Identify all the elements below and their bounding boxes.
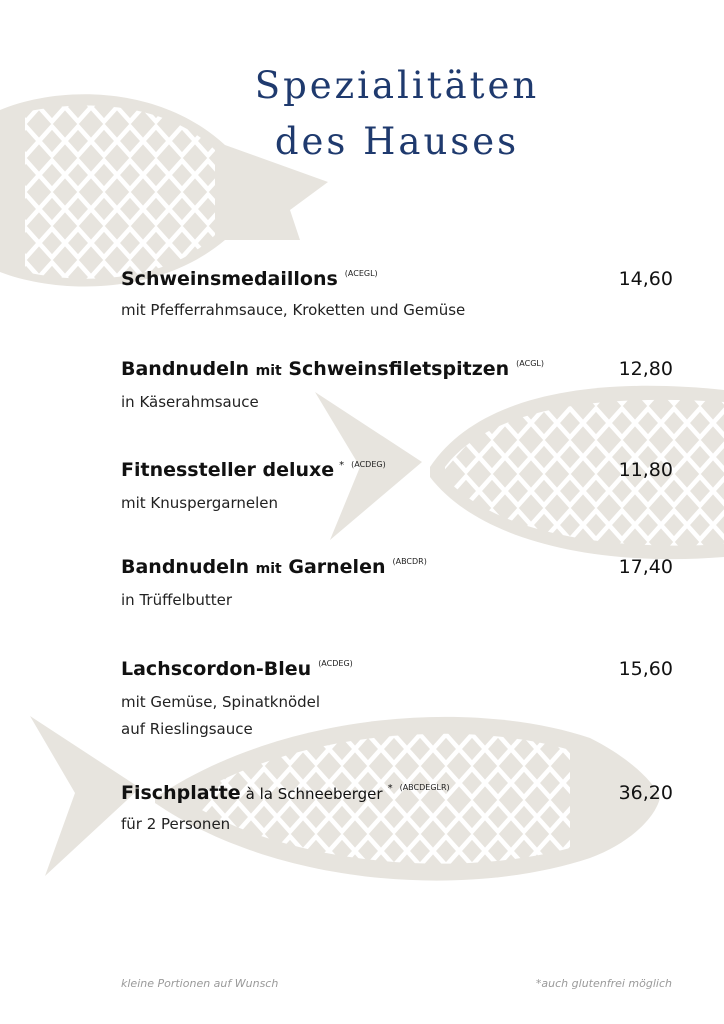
dish-description: mit Knuspergarnelen — [121, 494, 279, 512]
footer-note-glutenfree: *auch glutenfrei möglich — [535, 977, 672, 990]
allergen-codes: (ACDEG) — [351, 460, 386, 469]
footer-note-portions: kleine Portionen auf Wunsch — [121, 977, 279, 990]
dish-price: 14,60 — [618, 268, 673, 290]
dish-description: mit Gemüse, Spinatknödel — [121, 693, 321, 711]
dish-name-part: Bandnudeln — [121, 358, 250, 380]
dish-description: für 2 Personen — [121, 815, 231, 833]
dish-name: Fitnessteller deluxe — [121, 459, 335, 481]
dish-price: 15,60 — [618, 658, 673, 680]
page-title — [0, 58, 724, 170]
dish-price: 17,40 — [618, 556, 673, 578]
dish-name: Fischplatte — [121, 782, 241, 804]
dish-subtitle: à la Schneeberger — [245, 785, 383, 803]
glutenfree-star: * — [339, 460, 345, 471]
dish-name-part: Bandnudeln — [121, 556, 250, 578]
dish-price: 11,80 — [618, 459, 673, 481]
allergen-codes: (ABCDR) — [392, 557, 427, 566]
menu-item — [121, 782, 673, 836]
dish-description: auf Rieslingsauce — [121, 720, 253, 738]
dish-connector: mit — [255, 561, 282, 577]
allergen-codes: (ACEGL) — [344, 269, 378, 278]
dish-name-part: Schweinsfiletspitzen — [288, 358, 510, 380]
dish-price: 36,20 — [618, 782, 673, 804]
menu-item — [121, 556, 673, 612]
dish-name: Schweinsmedaillons — [121, 268, 338, 290]
dish-description: in Trüffelbutter — [121, 591, 232, 609]
title-line-1: Spezialitäten — [254, 64, 540, 107]
menu-item — [121, 459, 673, 515]
menu-item — [121, 658, 673, 741]
dish-connector: mit — [255, 363, 282, 379]
dish-name-part: Garnelen — [288, 556, 386, 578]
dish-description: in Käserahmsauce — [121, 393, 259, 411]
dish-name — [121, 556, 385, 578]
dish-name — [121, 358, 509, 380]
allergen-codes: (ACGL) — [516, 359, 544, 368]
allergen-codes: (ACDEG) — [318, 659, 353, 668]
menu-item — [121, 268, 673, 322]
dish-name: Lachscordon-Bleu — [121, 658, 312, 680]
title-line-2: des Hauses — [274, 120, 520, 163]
glutenfree-star: * — [387, 783, 393, 794]
allergen-codes: (ABCDEGLR) — [399, 783, 450, 792]
menu-item — [121, 358, 673, 414]
dish-price: 12,80 — [618, 358, 673, 380]
dish-description: mit Pfefferrahmsauce, Kroketten und Gemüse — [121, 301, 466, 319]
